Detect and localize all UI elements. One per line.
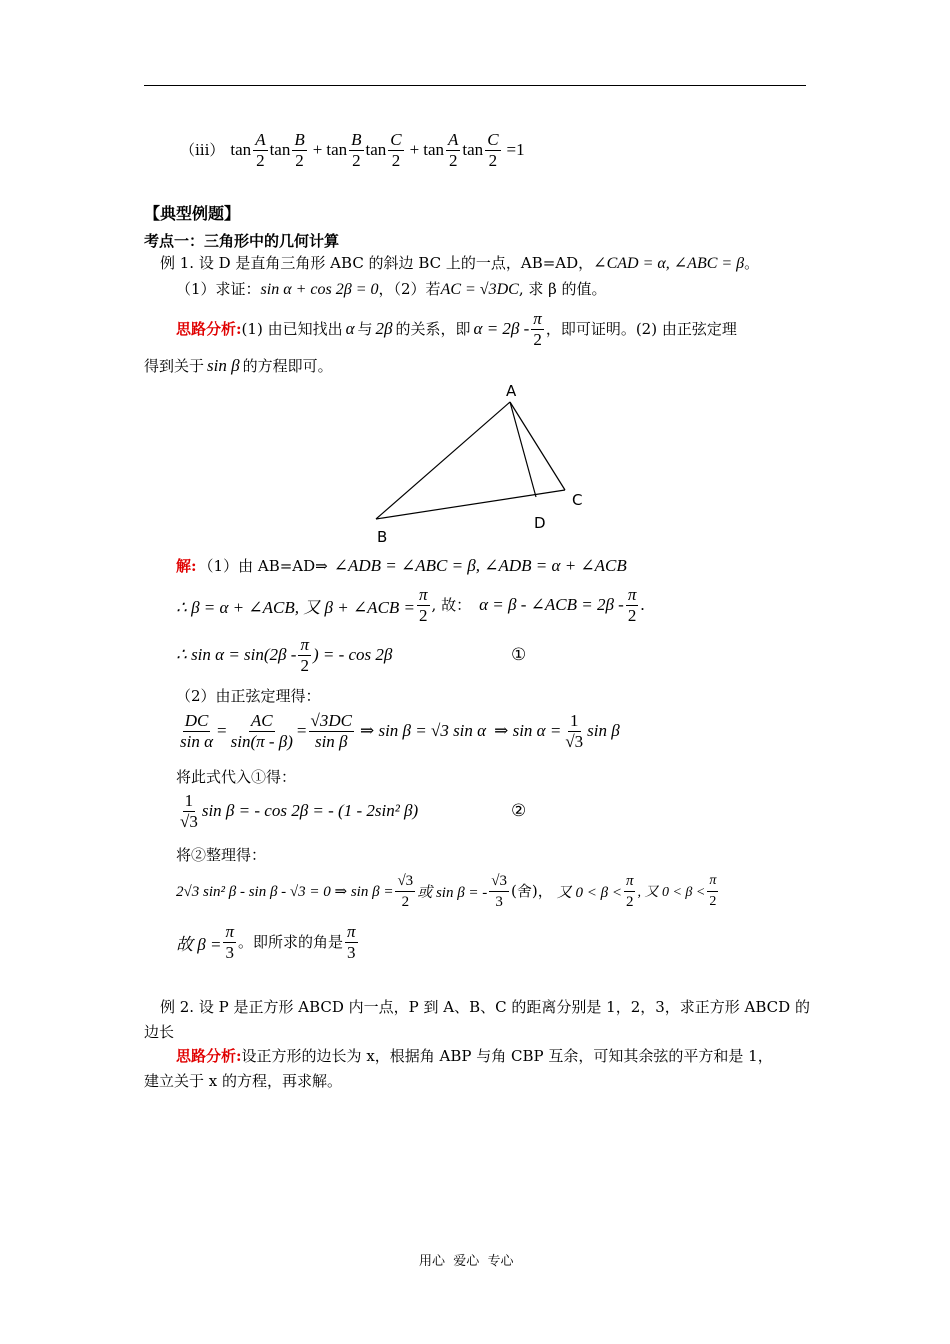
formula-iii: （iii） tan $\frac{A}{2}$ tan $\frac{B}{2}$ + tan $\frac{B}{2}$ tan $\frac{C}{2}$ + tan $\frac{A}{2}$ tan $\frac{C}{2}$ =1 (180, 129, 525, 170)
vertex-D-label: D (534, 514, 546, 532)
vertex-A-label: A (506, 382, 517, 400)
example1-analysis-line2: 得到关于 sin β 的方程即可。 (144, 356, 333, 375)
vertex-C-label: C (572, 491, 583, 509)
section-heading: 【典型例题】 (144, 204, 241, 223)
solution-line1: 解: （1）由 AB=AD⇒ ∠ADB = ∠ABC = β, ∠ADB = α + ∠ACB (176, 556, 627, 575)
page-footer: 用心 爱心 专心 (419, 1254, 514, 1269)
header-rule (144, 85, 806, 86)
vertex-B-label: B (377, 528, 388, 546)
solution-line3: ∴ sin α = sin(2β - $\frac{\pi}{2}$ ) = - cos 2β (176, 634, 393, 675)
example1-parts: （1）求证：sin α + cos 2β = 0，（2）若AC = √3DC, 求 β 的值。 (176, 280, 607, 298)
solution-line2: ∴ β = α + ∠ACB, 又 β + ∠ACB = $\frac{\pi}{2}$ , 故： α = β - ∠ACB = 2β - $\frac{\pi}{2}$ . (176, 584, 645, 625)
example2-line2: 边长 (144, 1023, 175, 1041)
solution-line6: 2√3 sin² β - sin β - √3 = 0 ⇒ sin β = $\frac{√3}{2}$ 或 sin β = - $\frac{√3}{3}$ (舍)， 又 0 < β < $\frac{\pi}{2}$ , 又 0 < β < $\frac{\pi}{2}$ (176, 872, 717, 910)
example1-intro: 例 1. 设 D 是直角三角形 ABC 的斜边 BC 上的一点，AB=AD，∠CAD = α, ∠ABC = β。 (160, 254, 760, 272)
example1-analysis: 思路分析: (1) 由已知找出 α 与 2β 的关系，即 α = 2β - $\frac{\pi}{2}$ ，即可证明。(2) 由正弦定理 (176, 308, 737, 349)
example2-analysis-line2: 建立关于 x 的方程，再求解。 (144, 1072, 342, 1090)
segment-AC (510, 402, 565, 490)
equation-mark-1: ① (511, 645, 527, 665)
arrange-text: 将②整理得： (176, 846, 267, 864)
example2-analysis: 思路分析:设正方形的边长为 x，根据角 ABP 与角 CBP 互余，可知其余弦的平方和是 1， (176, 1047, 773, 1065)
topic-heading: 考点一：三角形中的几何计算 (144, 232, 340, 250)
example2-line1: 例 2. 设 P 是正方形 ABCD 内一点，P 到 A、B、C 的距离分别是 1，2，3，求正方形 ABCD 的 (160, 998, 810, 1016)
solution-conclusion: 故 β = $\frac{\pi}{3}$ 。即所求的角是 $\frac{\pi}{3}$ (176, 921, 356, 962)
solution-line4: $\frac{DC}{\text{sin α}}$ = $\frac{AC}{\sin(\pi - \beta)}$ = $\frac{√3DC}{\text{sin β}}$ ⇒ sin β = √3 sin α ⇒ sin α = $\frac{1}{√3}$ sin β (180, 710, 620, 751)
triangle-figure (360, 378, 600, 548)
equation-mark-2: ② (511, 801, 527, 821)
solution-part2-label: （2）由正弦定理得： (176, 687, 321, 705)
substitute-text: 将此式代入①得： (176, 768, 297, 786)
segment-AD (510, 402, 536, 497)
solution-line5: $\frac{1}{√3}$ sin β = - cos 2β = - (1 - 2sin² β) (180, 790, 419, 831)
